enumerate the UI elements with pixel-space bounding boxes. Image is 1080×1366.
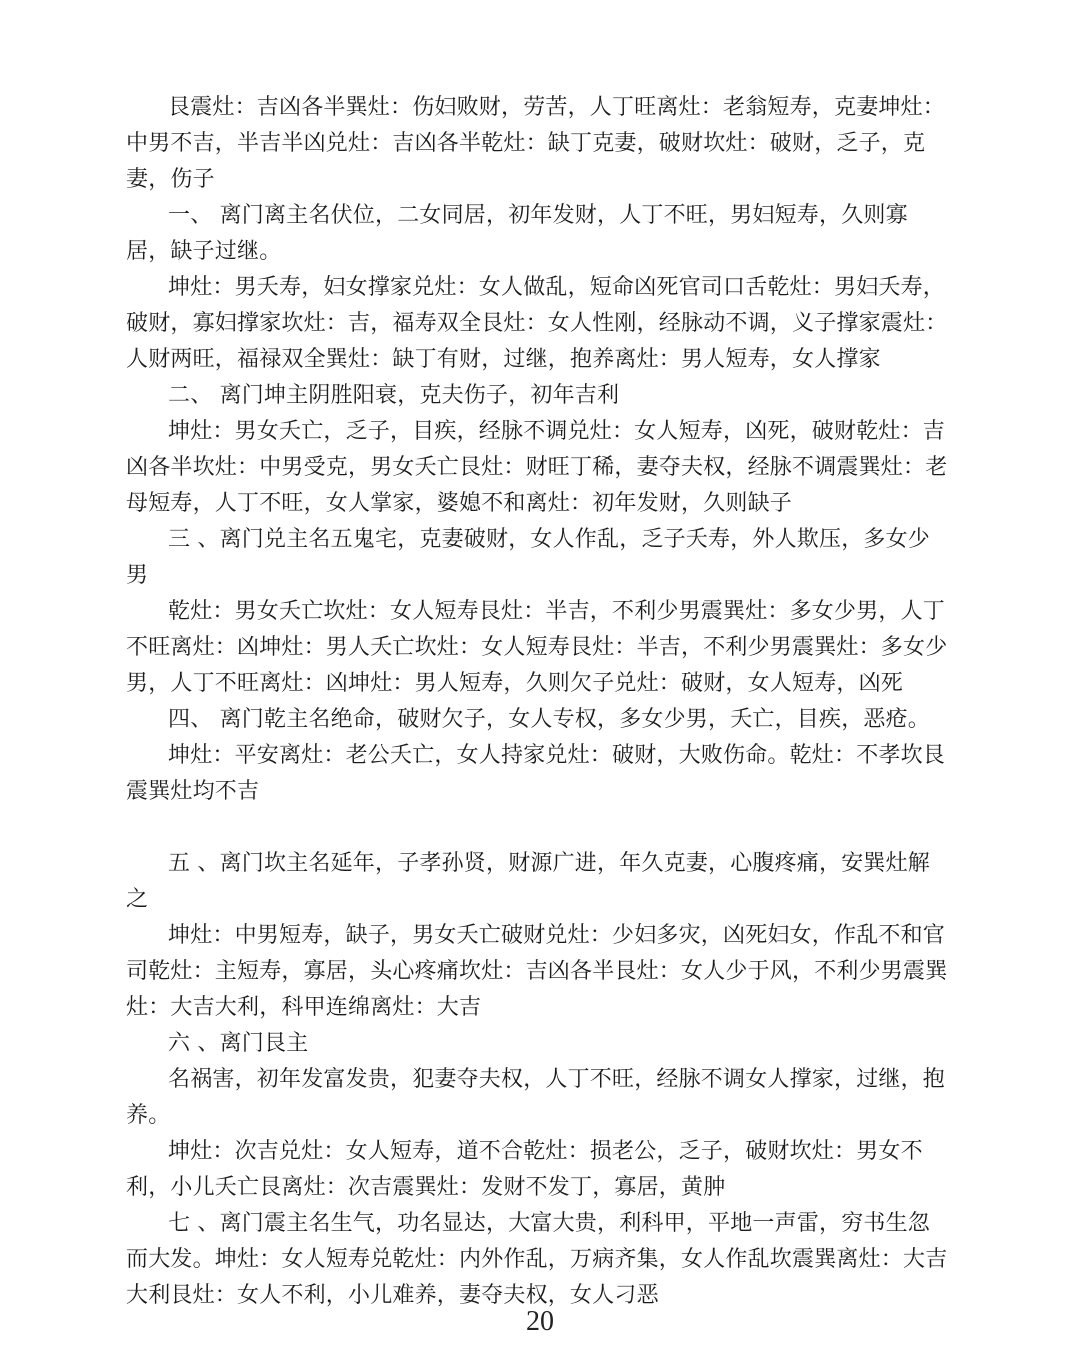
paragraph-section-5: 坤灶：中男短寿，缺子，男女夭亡破财兑灶：少妇多灾，凶死妇女，作乱不和官司乾灶：主短寿，寡居，头心疼痛坎灶：吉凶各半艮灶：女人少于风，不利少男震巽灶：大吉大利，科甲连绵离灶：大吉 (126, 923, 948, 1020)
blank-line (126, 810, 952, 846)
paragraph-section-7: 七 、离门震主名生气，功名显达，大富大贵，利科甲，平地一声雷，穷书生忽而大发。坤灶：女人短寿兑乾灶：内外作乱，万病齐集，女人作乱坎震巽离灶：大吉大利艮灶：女人不利，小儿难养，妻夺夫权，女人刁恶 (126, 1211, 948, 1308)
document-body (126, 90, 952, 1314)
paragraph-section-6: 坤灶：次吉兑灶：女人短寿，道不合乾灶：损老公，乏子，破财坎灶：男女不利，小儿夭亡艮离灶：次吉震巽灶：发财不发丁，寡居，黄肿 (126, 1139, 923, 1200)
heading-section-2: 二、 离门坤主阴胜阳衰，克夫伤子，初年吉利 (168, 383, 620, 408)
paragraph-section-1: 坤灶：男夭寿，妇女撑家兑灶：女人做乱，短命凶死官司口舌乾灶：男妇夭寿，破财，寡妇撑家坎灶：吉，福寿双全艮灶：女人性刚，经脉动不调，义子撑家震灶：人财两旺，福禄双全巽灶：缺丁有财，过继，抱养离灶：男人短寿，女人撑家 (126, 275, 948, 372)
paragraph-section-2: 坤灶：男女夭亡，乏子，目疾，经脉不调兑灶：女人短寿，凶死，破财乾灶：吉凶各半坎灶：中男受克，男女夭亡艮灶：财旺丁稀，妻夺夫权，经脉不调震巽灶：老母短寿，人丁不旺，女人掌家，婆媳不和离灶：初年发财，久则缺子 (126, 419, 948, 516)
heading-section-3: 三 、离门兑主名五鬼宅，克妻破财，女人作乱，乏子夭寿，外人欺压，多女少男 (126, 527, 930, 588)
heading-section-4: 四、 离门乾主名绝命，破财欠子，女人专权，多女少男，夭亡，目疾，恶疮。 (168, 707, 930, 732)
heading-section-1: 一、 离门离主名伏位，二女同居，初年发财，人丁不旺，男妇短寿，久则寡居，缺子过继。 (126, 203, 908, 264)
paragraph-intro: 艮震灶：吉凶各半巽灶：伤妇败财，劳苦，人丁旺离灶：老翁短寿，克妻坤灶：中男不吉，半吉半凶兑灶：吉凶各半乾灶：缺丁克妻，破财坎灶：破财，乏子，克妻，伤子 (126, 95, 946, 192)
paragraph-section-3: 乾灶：男女夭亡坎灶：女人短寿艮灶：半吉，不利少男震巽灶：多女少男，人丁不旺离灶：凶坤灶：男人夭亡坎灶：女人短寿艮灶：半吉，不利少男震巽灶：多女少男，人丁不旺离灶：凶坤灶：男人短寿，久则欠子兑灶：破财，女人短寿，凶死 (126, 599, 948, 696)
heading-section-5: 五 、离门坎主名延年，子孝孙贤，财源广进，年久克妻，心腹疼痛，安巽灶解之 (126, 851, 930, 912)
heading-section-6: 六 、离门艮主 (168, 1031, 309, 1056)
paragraph-section-4: 坤灶：平安离灶：老公夭亡，女人持家兑灶：破财，大败伤命。乾灶：不孝坎艮震巽灶均不吉 (126, 743, 946, 804)
page-number: 20 (526, 1306, 554, 1337)
paragraph-section-6-intro: 名祸害，初年发富发贵，犯妻夺夫权，人丁不旺，经脉不调女人撑家，过继，抱养。 (126, 1067, 946, 1128)
